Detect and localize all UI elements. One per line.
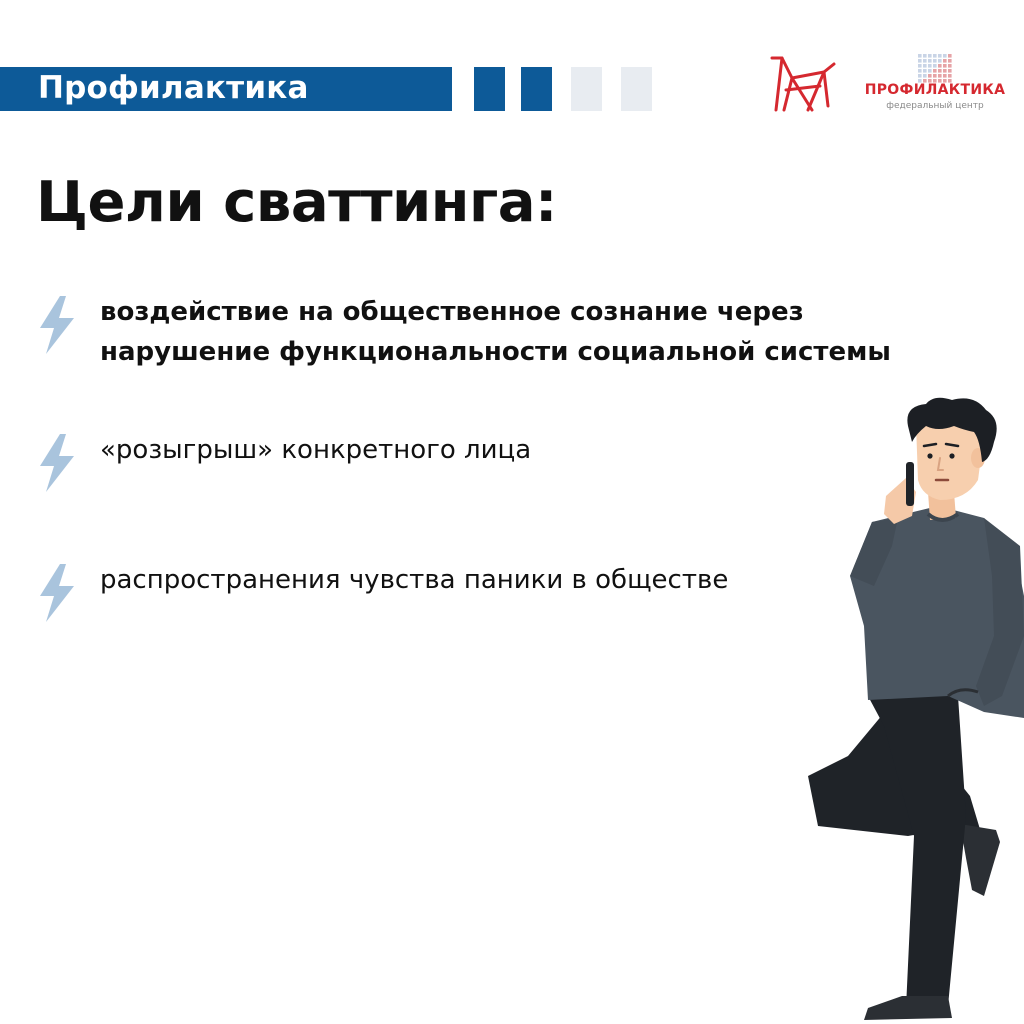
logo-grid-dot bbox=[948, 69, 952, 73]
goal-text bbox=[100, 292, 891, 372]
logo-grid-dot bbox=[918, 64, 922, 68]
logo-grid-dot bbox=[933, 69, 937, 73]
logo-grid-dot bbox=[943, 54, 947, 58]
logo-grid-dot bbox=[938, 54, 942, 58]
logo-grid-dot bbox=[928, 64, 932, 68]
header-square bbox=[521, 67, 552, 111]
logo-grid-dot bbox=[923, 64, 927, 68]
logo-mark-icon bbox=[768, 52, 838, 114]
logo-grid-dot bbox=[928, 59, 932, 63]
logo-grid-dot bbox=[948, 64, 952, 68]
logo-grid-dot bbox=[938, 64, 942, 68]
logo-grid-dot bbox=[943, 74, 947, 78]
header-square bbox=[621, 67, 652, 111]
logo-grid-dot bbox=[938, 74, 942, 78]
logo-grid-dot bbox=[923, 59, 927, 63]
lightning-bolt-icon bbox=[36, 564, 76, 622]
goal-line: воздействие на общественное сознание через bbox=[100, 297, 804, 327]
logo-grid-dot bbox=[948, 74, 952, 78]
logo-grid-dot bbox=[933, 64, 937, 68]
person-on-phone-illustration bbox=[788, 396, 1024, 1024]
header-square bbox=[571, 67, 602, 111]
logo-grid-dot bbox=[943, 64, 947, 68]
logo-grid-dot bbox=[948, 54, 952, 58]
logo-grid-dot bbox=[918, 59, 922, 63]
logo-grid-dot bbox=[933, 74, 937, 78]
logo-grid-dot bbox=[928, 74, 932, 78]
logo-grid-dot bbox=[923, 54, 927, 58]
logo-grid-dot bbox=[933, 54, 937, 58]
logo-grid-dot bbox=[918, 54, 922, 58]
logo-grid-dot bbox=[938, 69, 942, 73]
logo-grid-dot bbox=[943, 69, 947, 73]
logo-grid-dot bbox=[943, 59, 947, 63]
lightning-bolt-icon bbox=[36, 434, 76, 492]
logo-grid-icon bbox=[918, 54, 952, 84]
logo-grid-dot bbox=[923, 74, 927, 78]
page-title: Цели сваттинга: bbox=[36, 170, 557, 235]
goal-line: нарушение функциональности социальной системы bbox=[100, 337, 891, 367]
goal-line: «розыгрыш» конкретного лица bbox=[100, 435, 532, 465]
goal-text bbox=[100, 430, 531, 470]
logo-grid-dot bbox=[928, 54, 932, 58]
header-square bbox=[474, 67, 505, 111]
logo-grid-dot bbox=[933, 59, 937, 63]
logo-subtitle: федеральный центр bbox=[886, 101, 984, 111]
logo-title: ПРОФИЛАКТИКА bbox=[864, 82, 1006, 98]
logo-grid-dot bbox=[938, 59, 942, 63]
logo-grid-dot bbox=[928, 69, 932, 73]
header-label: Профилактика bbox=[38, 70, 309, 106]
goal-line: распространения чувства паники в обществе bbox=[100, 565, 729, 595]
logo-grid-dot bbox=[918, 74, 922, 78]
logo-grid-dot bbox=[923, 69, 927, 73]
lightning-bolt-icon bbox=[36, 296, 76, 354]
goal-text bbox=[100, 560, 728, 600]
logo-grid-dot bbox=[918, 69, 922, 73]
logo-grid-dot bbox=[948, 59, 952, 63]
